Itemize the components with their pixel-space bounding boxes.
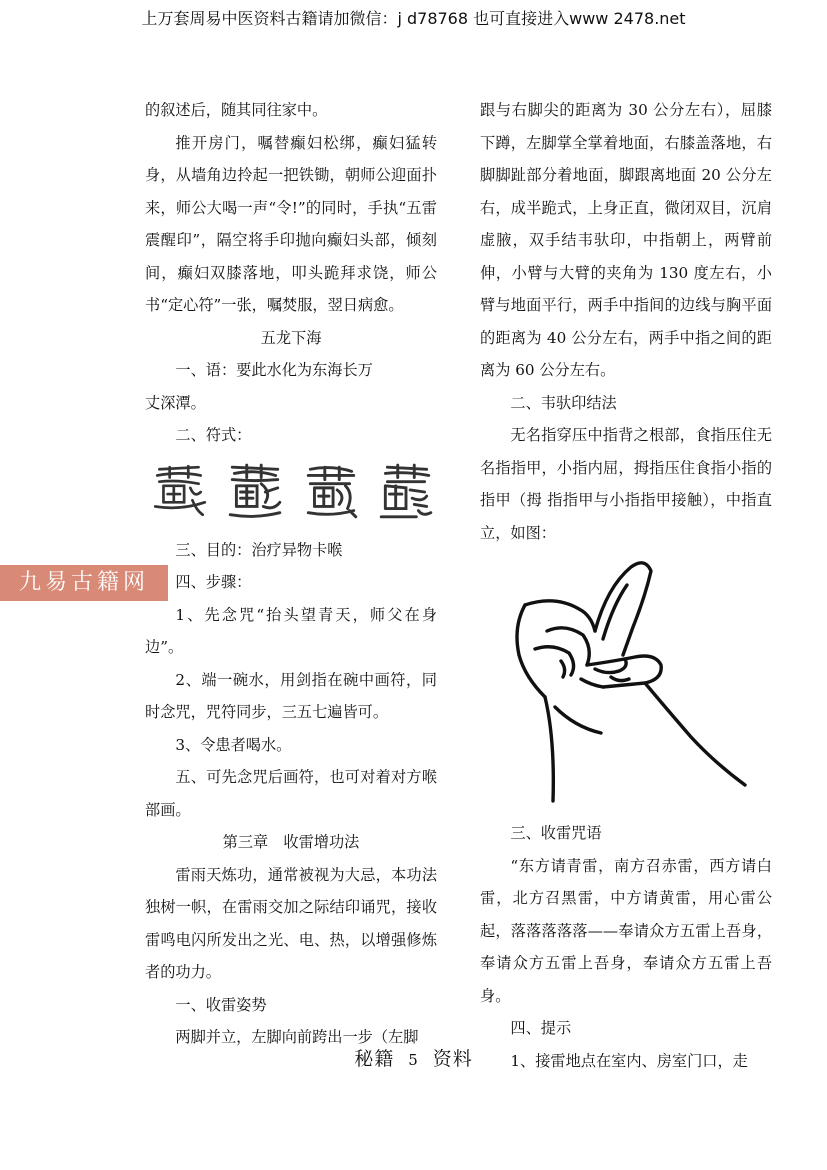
paragraph: 四、提示 [510, 1019, 572, 1037]
paragraph: 1、接雷地点在室内、房室门口，走 [510, 1051, 748, 1070]
chapter-title: 第三章 收雷增功法 [222, 833, 360, 851]
paragraph: 二、符式： [175, 426, 252, 444]
talisman-glyph-1 [149, 461, 211, 523]
footer-left-text: 秘籍 [354, 1048, 395, 1070]
paragraph: 跟与右脚尖的距离为 30 公分左右），屈膝下蹲，左脚掌全掌着地面，右膝盖落地，右脚脚趾部分着地面，脚跟离地面 20 公分左右，成半跪式，上身正直，微闭双目，沉肩虚腋，双手结韦驮印，中指朝上，两臂前伸，小臂与大臂的夹角为 130 度左右，小臂与地面平行，两手中指间的边线与胸平面的距离为 40 公分左右，两手中指之间的距离为 60 公分左右。 [480, 101, 772, 379]
paragraph: “东方请青雷，南方召赤雷，西方请白雷，北方召黑雷，中方请黄雷，用心雷公起，落落落落落——奉请众方五雷上吾身，奉请众方五雷上吾身，奉请众方五雷上吾身。 [480, 856, 772, 1005]
paragraph: 五、可先念咒后画符，也可对着对方喉部画。 [145, 768, 437, 819]
paragraph: 雷雨天炼功，通常被视为大忌，本功法独树一帜，在雷雨交加之际结印诵咒，接收雷鸣电闪所发出之光、电、热，以增强修炼者的功力。 [145, 865, 437, 981]
page-footer [0, 1044, 827, 1071]
paragraph: 二、韦驮印结法 [510, 393, 617, 412]
paragraph: 一、收雷姿势 [175, 995, 267, 1014]
paragraph: 2、端一碗水，用剑指在碗中画符，同时念咒，咒符同步，三五七遍皆可。 [145, 670, 437, 721]
site-watermark-logo: 九易古籍网 [0, 565, 168, 601]
paragraph: 两脚并立，左脚向前跨出一步（左脚 [175, 1028, 419, 1046]
paragraph: 三、收雷咒语 [510, 824, 602, 842]
paragraph: 的叙述后，随其同往家中。 [145, 101, 328, 119]
page-header-banner: 上万套周易中医资料古籍请加微信：j d78768 也可直接进入www 2478.net [141, 9, 686, 28]
paragraph: 三、目的：治疗异物卡喉 [175, 540, 343, 559]
talisman-glyph-2 [224, 461, 286, 523]
section-title: 五龙下海 [260, 328, 322, 347]
paragraph: 推开房门，嘱替癫妇松绑，癫妇猛转身，从墙角边拎起一把铁锄，朝师公迎面扑来，师公大喝一声“令!”的同时，手执“五雷震醒印”，隔空将手印抛向癫妇头部，倾刻间，癫妇双膝落地，叩头跪拜求饶，师公书“定心符”一张，嘱焚服，翌日病愈。 [145, 133, 437, 314]
paragraph: 1、先念咒“抬头望青天，师父在身边”。 [145, 605, 437, 656]
paragraph: 3、令患者喝水。 [175, 735, 292, 754]
paragraph: 无名指穿压中指背之根部，食指压住无名指指甲，小指内屈，拇指压住食指小指的指甲（拇 指指甲与小指指甲接触），中指直立，如图： [480, 426, 772, 542]
page-number: 5 [408, 1051, 419, 1069]
talisman-glyph-3 [300, 461, 362, 523]
paragraph: 丈深潭。 [145, 393, 206, 412]
paragraph: 一、语：要此水化为东海长万 [175, 361, 373, 379]
hand-mudra-figure [480, 557, 772, 809]
paragraph: 四、步骤： [175, 573, 252, 591]
footer-right-text: 资料 [432, 1048, 473, 1070]
right-column [480, 94, 772, 1077]
talisman-glyph-4 [375, 461, 437, 523]
hand-mudra-illustration [495, 557, 757, 809]
left-column [145, 94, 437, 1054]
talisman-figures [145, 456, 437, 528]
